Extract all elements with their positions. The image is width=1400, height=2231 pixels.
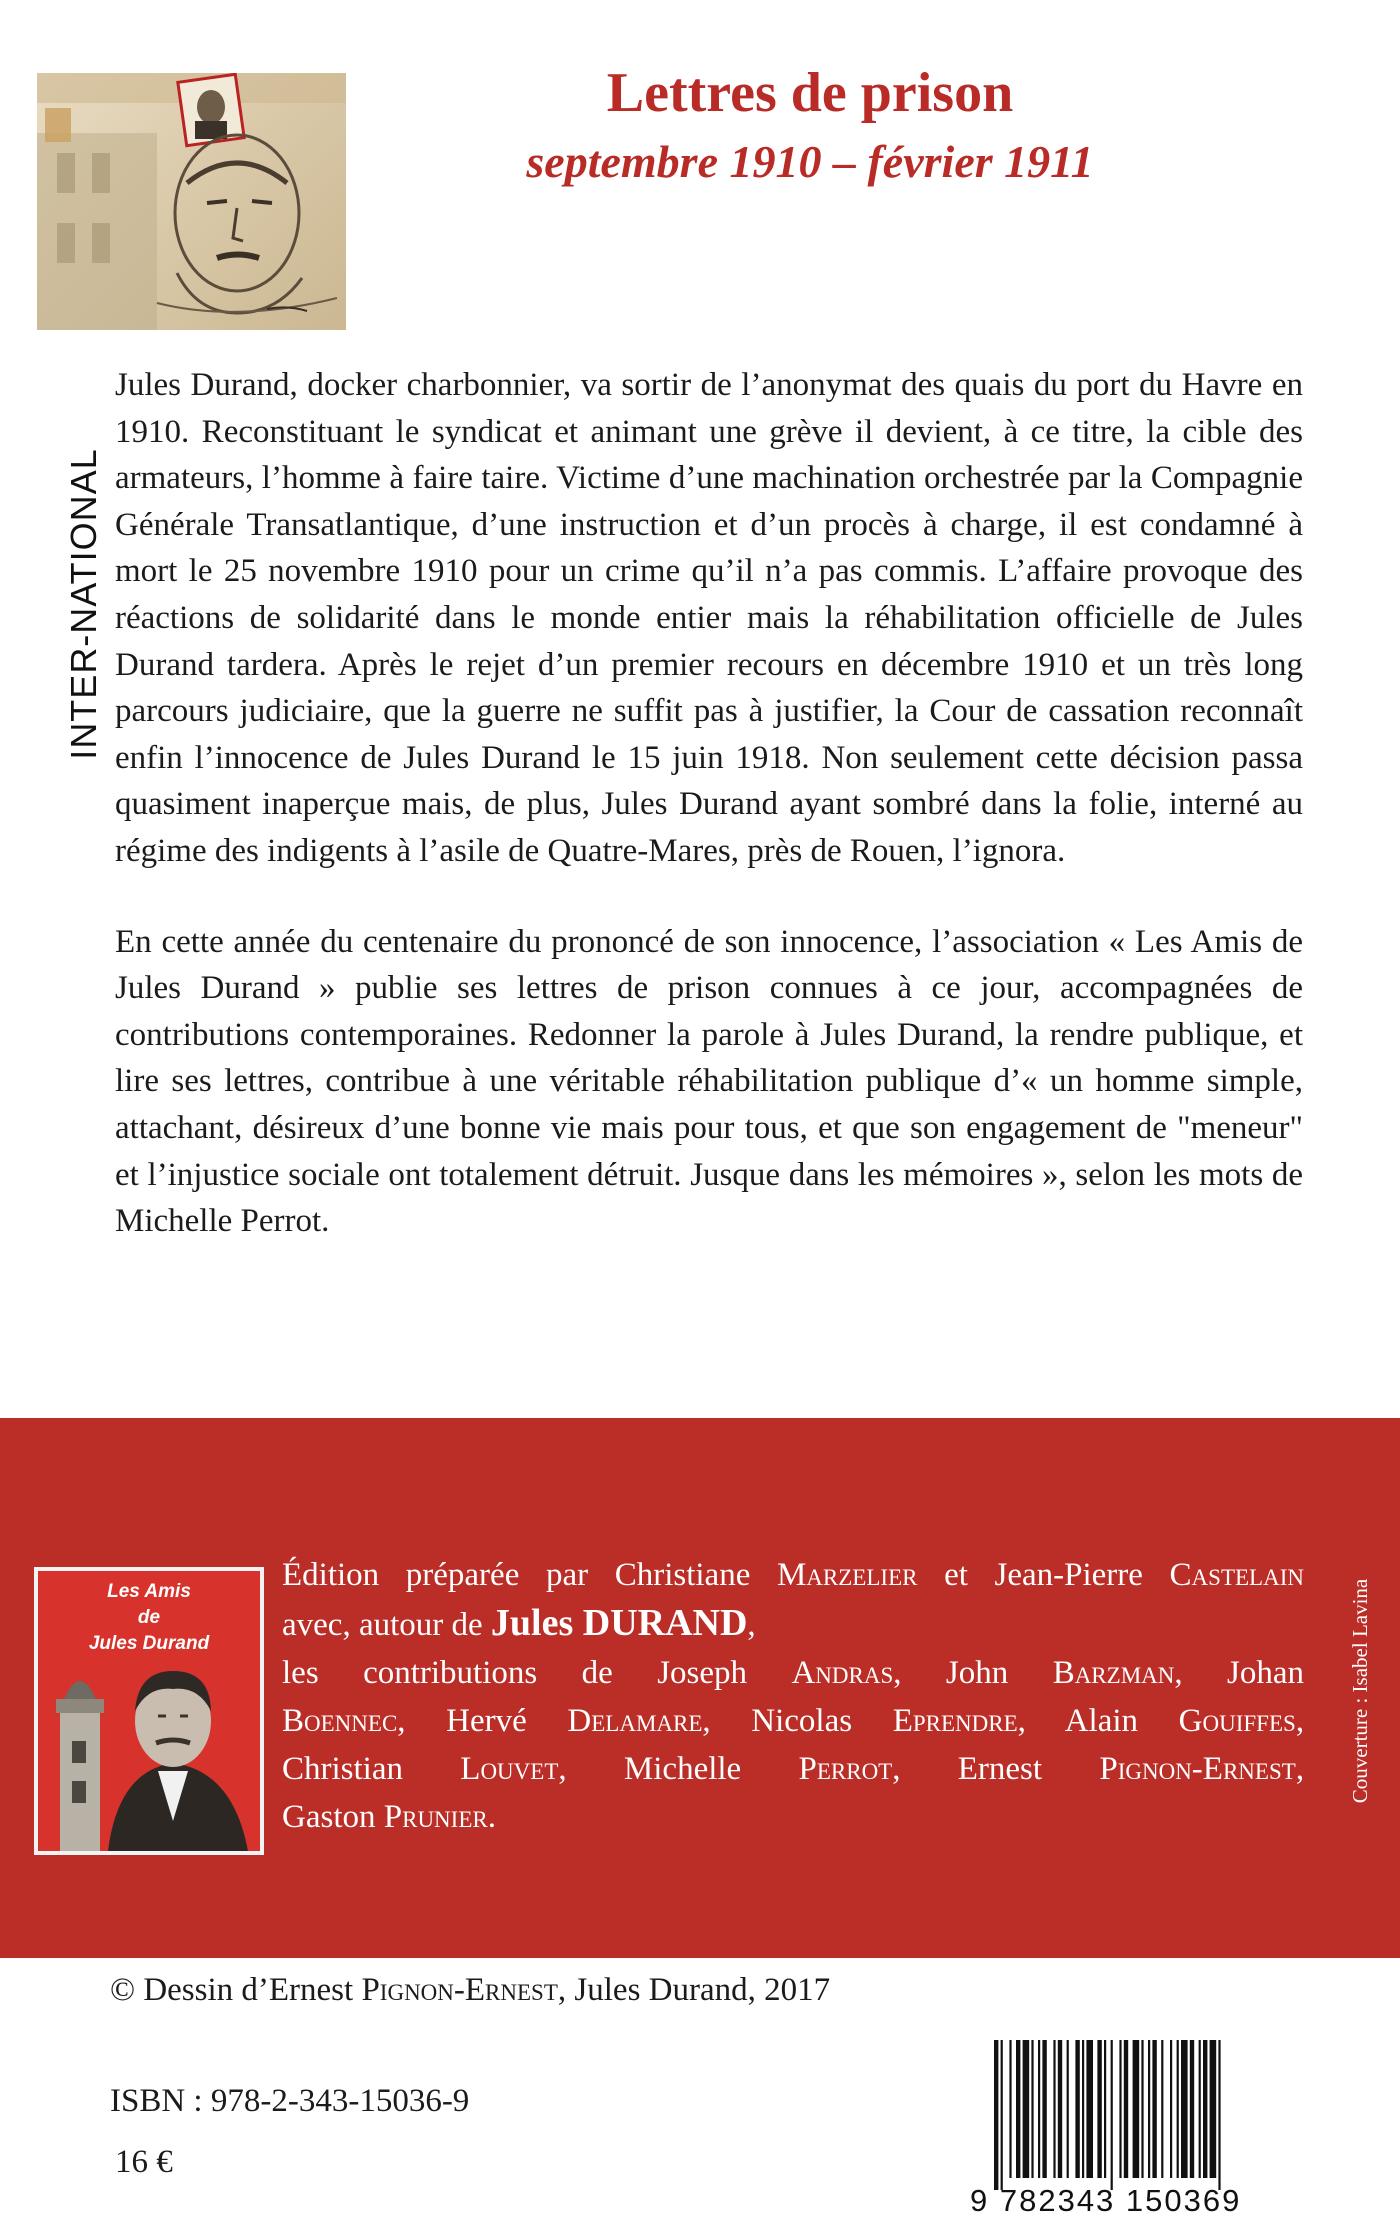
barcode-bar <box>1104 2040 1106 2178</box>
logo-line: de <box>137 1607 161 1628</box>
barcode-bar <box>1190 2040 1194 2178</box>
collection-name: INTER-NATIONAL <box>63 448 104 760</box>
barcode-bar <box>1141 2040 1143 2178</box>
editor-surname: Castelain <box>1169 1557 1304 1593</box>
editor-surname: Marzelier <box>776 1557 918 1593</box>
barcode-bar <box>1203 2040 1207 2178</box>
blurb-paragraph: Jules Durand, docker charbonnier, va sortir de l’anonymat des quais du port du Havre en 1910. Reconstituant le syndicat et animant une grève il devient, à ce titre, la cible des armateurs, l’homme à faire taire. Victime d’une machination orchestrée par la Compagnie Générale Transatlantique, d’une instruction et d’un procès à charge, il est condamné à mort le 25 novembre 1910 pour un crime qu’il n’a pas commis. L’affaire provoque des réactions de solidarité dans le monde entier mais la réhabilitation officielle de Jules Durand tardera. Après le rejet d’un premier recours en décembre 1910 et un très long parcours judiciaire, que la guerre ne suffit pas à justifier, la Cour de cassation reconnaît enfin l’innocence de Jules Durand le 15 juin 1918. Non seulement cette décision passa quasiment inaperçue mais, de plus, Jules Durand ayant sombré dans la folie, interné au régime des indigents à l’asile de Quatre-Mares, près de Rouen, l’ignora. <box>115 367 1303 869</box>
portrait-sketch-image <box>37 73 346 330</box>
credits-contributors-line: Boennec, Hervé Delamare, Nicolas Eprendre, Alain Gouiffes, <box>282 1703 1305 1739</box>
barcode-bar <box>1001 2040 1003 2190</box>
cover-illustration <box>37 73 346 330</box>
barcode-bar <box>1097 2040 1101 2178</box>
edition-credits <box>282 1551 1304 1841</box>
barcode-bar <box>1082 2040 1084 2178</box>
credits-contributors-line: les contributions de Joseph Andras, John Barzman, Johan <box>282 1655 1305 1691</box>
barcode-bar <box>1038 2040 1040 2178</box>
logo-line: Les Amis <box>107 1581 191 1602</box>
back-cover-blurb <box>115 362 1303 1289</box>
book-subtitle: septembre 1910 – février 1911 <box>526 136 1094 187</box>
barcode-digits: 9 782343 150369 <box>970 2183 1242 2218</box>
barcode-bar <box>1067 2040 1069 2178</box>
barcode-bar <box>1086 2040 1093 2178</box>
barcode-bar <box>1210 2040 1217 2178</box>
barcode-bar <box>1199 2040 1201 2178</box>
barcode-bar <box>1124 2040 1128 2178</box>
credits-editors: Édition préparée par Christiane Marzelier et Jean-Pierre Castelain <box>282 1557 1304 1593</box>
barcode-bar <box>1119 2040 1121 2178</box>
credits-contributors-line: Christian Louvet, Michelle Perrot, Ernest Pignon-Ernest, <box>282 1751 1305 1787</box>
barcode-bar <box>1148 2040 1150 2178</box>
barcode-bar <box>994 2040 998 2190</box>
barcode-bar <box>1009 2040 1011 2178</box>
barcode-bar <box>1058 2040 1062 2178</box>
book-title: Lettres de prison <box>606 62 1014 124</box>
barcode-bar <box>1181 2040 1188 2178</box>
barcode-bar <box>1075 2040 1079 2178</box>
barcode-bar <box>1161 2040 1163 2178</box>
barcode-bar <box>1042 2040 1046 2178</box>
illustration-copyright: © Dessin d’Ernest Pignon-Ernest, Jules Durand, 2017 <box>110 1972 831 2008</box>
isbn: ISBN : 978-2-343-15036-9 <box>110 2083 470 2119</box>
barcode-bar <box>1023 2040 1030 2178</box>
price: 16 € <box>115 2144 173 2180</box>
barcode-bar <box>1111 2040 1113 2190</box>
cover-design-credit: Couverture : Isabel Lavina <box>1348 1578 1372 1804</box>
barcode-bar <box>1031 2040 1033 2178</box>
association-logo <box>34 1567 264 1855</box>
subject-name: Jules DURAND <box>490 1602 748 1644</box>
barcode-bar <box>1170 2040 1172 2178</box>
barcode-bar <box>1152 2040 1156 2178</box>
barcode-bar <box>1053 2040 1055 2178</box>
barcode-bar <box>1177 2040 1179 2178</box>
logo-caption <box>38 1579 260 1657</box>
logo-line: Jules Durand <box>88 1633 210 1654</box>
credits-contributors-line: Gaston Prunier. <box>282 1799 496 1835</box>
barcode-bar <box>1016 2040 1020 2178</box>
barcode-bar <box>1218 2040 1220 2190</box>
blurb-paragraph: En cette année du centenaire du prononcé de son innocence, l’association « Les Amis de Jules Durand » publie ses lettres de prison connues à ce jour, accompagnées de contributions contemporaines. Redonner la parole à Jules Durand, la rendre publique, et lire ses lettres, contribue à une véritable réhabilitation publique d’« un homme simple, attachant, désireux d’une bonne vie mais pour tous, et que son engagement de "meneur" et l’injustice sociale ont totalement détruit. Jusque dans les mémoires », selon les mots de Michelle Perrot. <box>115 923 1303 1240</box>
credits-subject: avec, autour de Jules DURAND, <box>282 1602 756 1644</box>
barcode-bar <box>1133 2040 1140 2178</box>
